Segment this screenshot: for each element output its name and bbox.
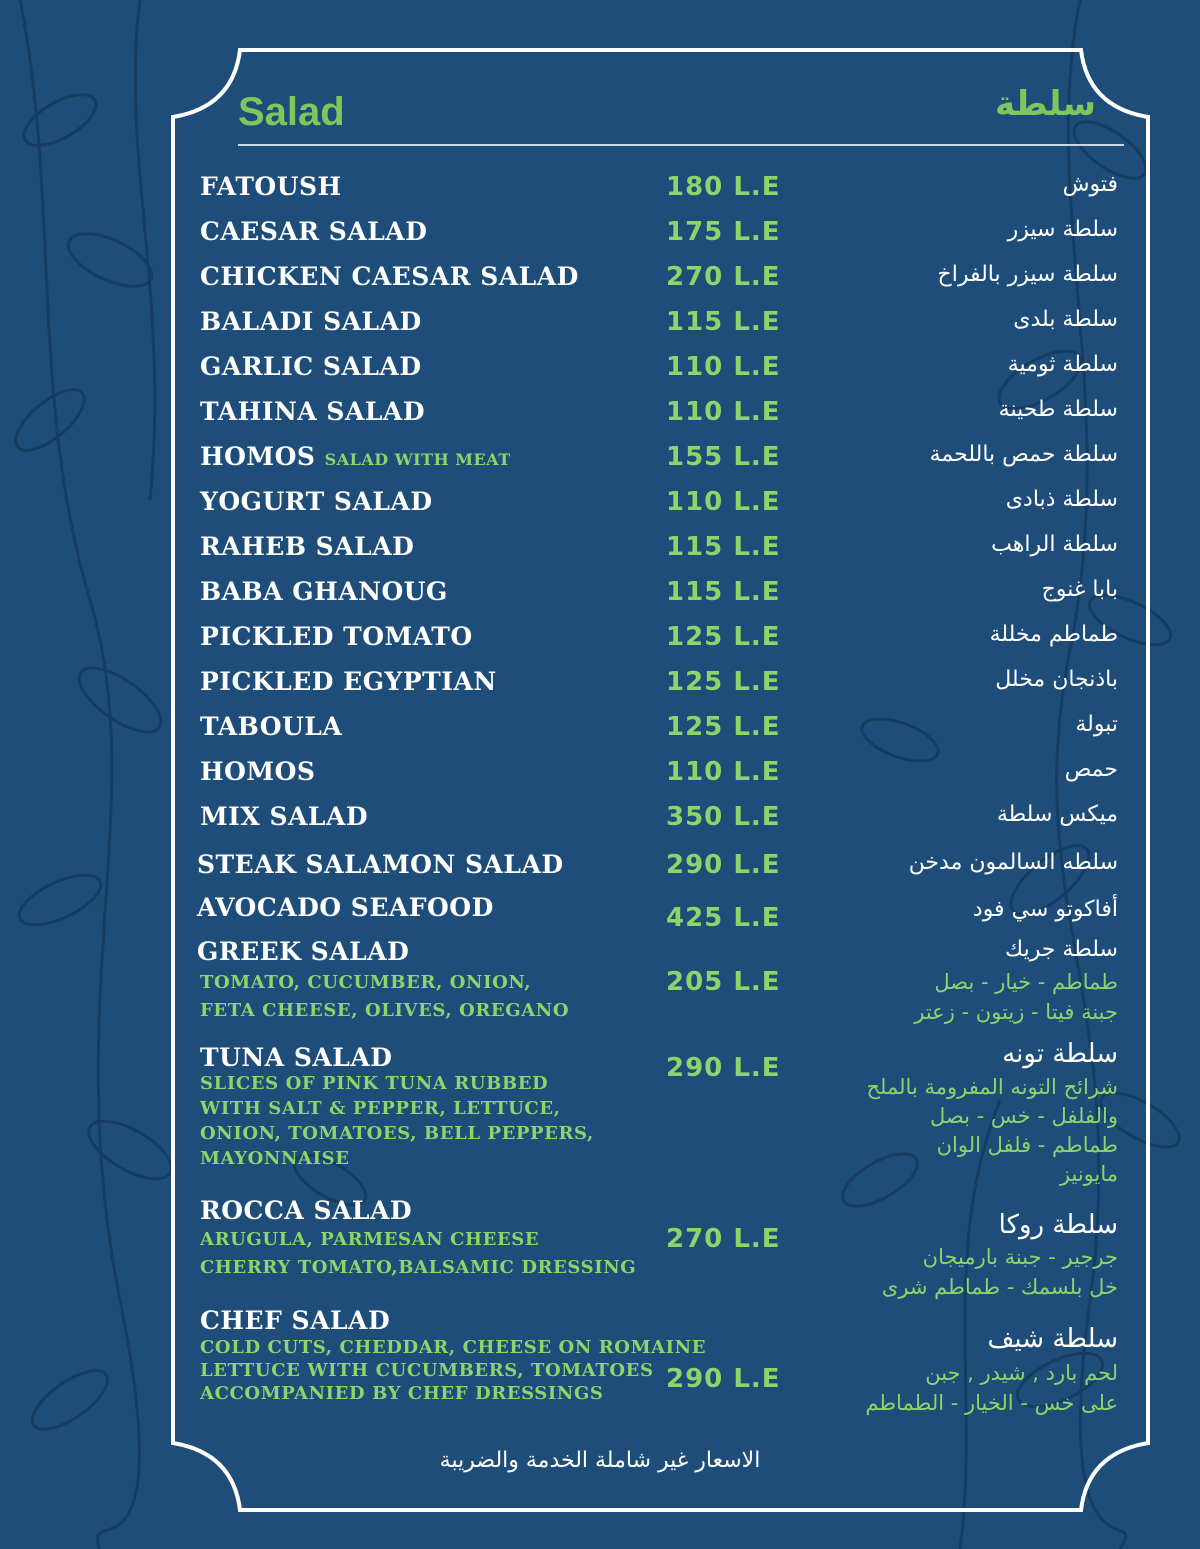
item-name: STEAK SALAMON SALAD	[197, 850, 564, 879]
item-name-ar: طماطم مخللة	[989, 622, 1118, 647]
item-price: 175 L.E	[666, 217, 781, 247]
item-name-ar: ميكس سلطة	[996, 802, 1118, 827]
item-price: 110 L.E	[666, 352, 781, 382]
price-disclaimer: الاسعار غير شاملة الخدمة والضريبة	[439, 1448, 761, 1473]
item-name: TABOULA	[200, 712, 343, 741]
item-price: 125 L.E	[666, 712, 781, 742]
item-name-ar: سلطة سيزر بالفراخ	[937, 262, 1118, 287]
item-note: SALAD WITH MEAT	[324, 450, 511, 469]
item-name: CHICKEN CAESAR SALAD	[200, 262, 579, 291]
item-name-ar: تبولة	[1075, 712, 1118, 737]
item-name: TAHINA SALAD	[200, 397, 426, 426]
section-title-ar: سلطة	[994, 84, 1096, 124]
item-name: BABA GHANOUG	[200, 577, 448, 606]
item-name-ar: سلطة الراهب	[991, 532, 1118, 557]
item-price: 110 L.E	[666, 487, 781, 517]
item-name: CHEF SALAD	[200, 1306, 391, 1335]
section-title-en: Salad	[238, 90, 345, 134]
item-name: HOMOS	[200, 757, 316, 786]
item-description: SLICES OF PINK TUNA RUBBED WITH SALT & PEPPER, LETTUCE, ONION, TOMATOES, BELL PEPPERS, MAYONNAISE	[200, 1073, 594, 1169]
item-price: 115 L.E	[666, 307, 781, 337]
item-name-ar: سلطة شيف	[987, 1324, 1118, 1354]
item-price: 205 L.E	[666, 967, 781, 997]
item-price: 290 L.E	[666, 850, 781, 880]
item-price: 115 L.E	[666, 577, 781, 607]
item-name: YOGURT SALAD	[200, 487, 433, 516]
item-name-ar: بابا غنوج	[1041, 577, 1118, 602]
item-price: 270 L.E	[666, 262, 781, 292]
item-price: 110 L.E	[666, 397, 781, 427]
item-name: PICKLED TOMATO	[200, 622, 473, 651]
item-name-ar: سلطة تونه	[1002, 1039, 1118, 1069]
item-name-ar: سلطه السالمون مدخن	[908, 850, 1118, 875]
item-name-ar: سلطة سيزر	[1007, 217, 1118, 242]
item-price: 270 L.E	[666, 1224, 781, 1254]
item-name-ar: سلطة حمص باللحمة	[929, 442, 1118, 467]
item-name-ar: حمص	[1064, 757, 1118, 782]
item-name: FATOUSH	[200, 172, 342, 201]
item-name: AVOCADO SEAFOOD	[197, 893, 494, 922]
item-name: CAESAR SALAD	[200, 217, 428, 246]
item-name-ar: سلطة جريك	[1005, 937, 1118, 962]
item-price: 350 L.E	[666, 802, 781, 832]
item-price: 155 L.E	[666, 442, 781, 472]
item-description-ar: جرجير - جبنة بارميجان خل بلسمك - طماطم شرى	[881, 1245, 1118, 1299]
title-divider	[238, 144, 1124, 146]
item-description: ARUGULA, PARMESAN CHEESE CHERRY TOMATO,BALSAMIC DRESSING	[200, 1229, 637, 1278]
item-description: TOMATO, CUCUMBER, ONION, FETA CHEESE, OLIVES, OREGANO	[200, 972, 570, 1021]
item-name: GREEK SALAD	[197, 937, 410, 966]
item-price: 290 L.E	[666, 1364, 781, 1394]
item-description: COLD CUTS, CHEDDAR, CHEESE ON ROMAINE LETTUCE WITH CUCUMBERS, TOMATOES ACCOMPANIED BY CHEF DRESSINGS	[200, 1337, 707, 1404]
item-name: RAHEB SALAD	[200, 532, 415, 561]
item-price: 290 L.E	[666, 1053, 781, 1083]
item-name: GARLIC SALAD	[200, 352, 422, 381]
item-name: ROCCA SALAD	[200, 1196, 413, 1225]
item-description-ar: طماطم - خيار - بصل جبنة فيتا - زيتون - زعتر	[914, 970, 1118, 1024]
item-name: TUNA SALAD	[200, 1043, 393, 1072]
item-name-ar: سلطة طحينة	[998, 397, 1118, 422]
item-name-ar: سلطة روكا	[998, 1210, 1118, 1240]
item-price: 425 L.E	[666, 903, 781, 933]
item-name-ar: سلطة بلدى	[1013, 307, 1118, 332]
item-description-ar: شرائح التونه المفرومة بالملح والفلفل - خس - بصل طماطم - فلفل الوان مايونيز	[866, 1075, 1118, 1186]
item-name-ar: سلطة ذبادى	[1005, 487, 1118, 512]
item-price: 110 L.E	[666, 757, 781, 787]
item-price: 125 L.E	[666, 622, 781, 652]
item-description-ar: لحم بارد , شيدر , جبن على خس - الخيار - الطماطم	[865, 1361, 1118, 1415]
item-price: 125 L.E	[666, 667, 781, 697]
item-name-ar: فتوش	[1062, 172, 1118, 197]
item-name-ar: أفاكوتو سي فود	[972, 897, 1118, 922]
item-price: 180 L.E	[666, 172, 781, 202]
item-price: 115 L.E	[666, 532, 781, 562]
item-name: MIX SALAD	[200, 802, 369, 831]
item-name: BALADI SALAD	[200, 307, 422, 336]
item-name-ar: سلطة ثومية	[1007, 352, 1118, 377]
item-name: HOMOS SALAD WITH MEAT	[200, 442, 511, 471]
item-name-ar: باذنجان مخلل	[995, 667, 1118, 692]
item-name: PICKLED EGYPTIAN	[200, 667, 497, 696]
